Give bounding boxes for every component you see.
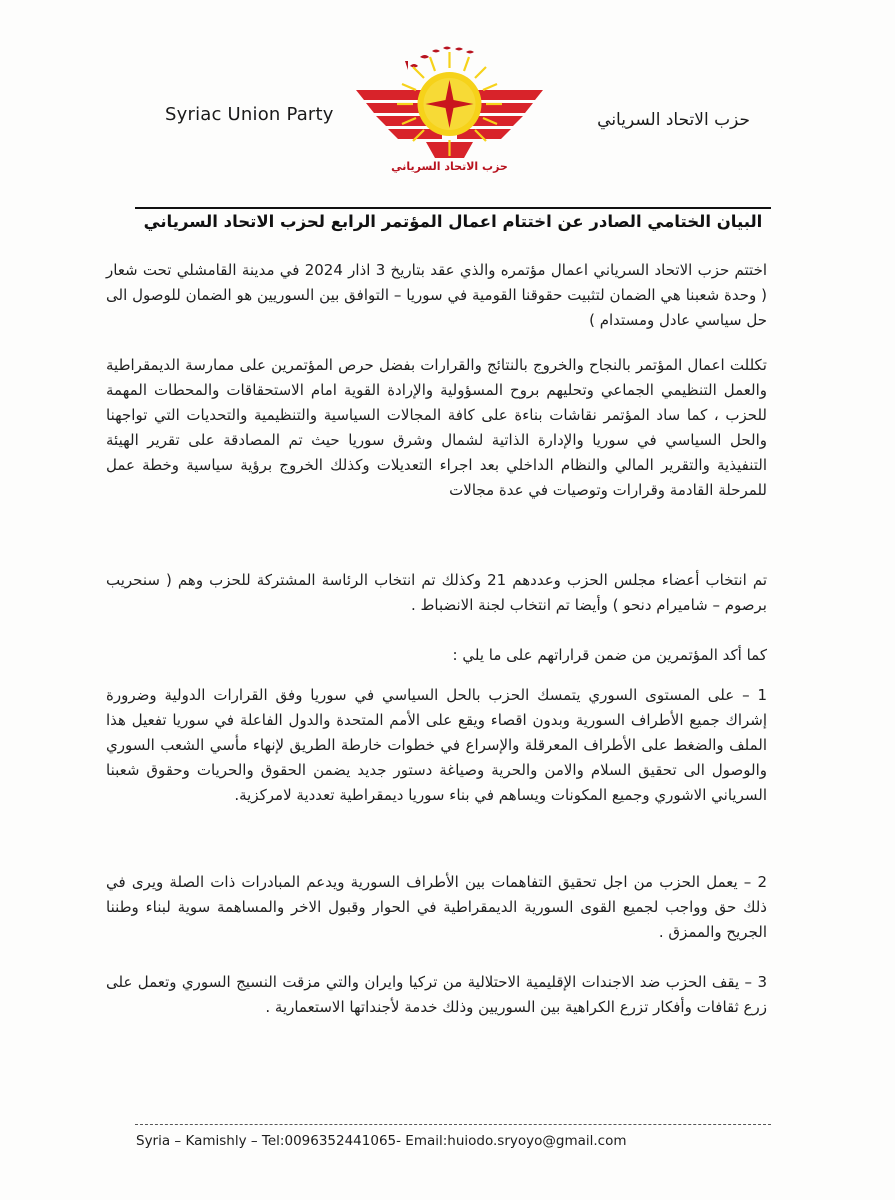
document-title: البيان الختامي الصادر عن اختتام اعمال المؤتمر الرابع لحزب الاتحاد السرياني [143,212,763,231]
party-name-arabic: حزب الاتحاد السرياني [597,110,750,130]
paragraph-opening: اختتم حزب الاتحاد السرياني اعمال مؤتمره والذي عقد بتاريخ 3 اذار 2024 في مدينة القامشلي تحت شعار ( وحدة شعبنا هي الضمان لتثبيت حقوقنا القومية في سوريا – التوافق بين السوريين هو الضمان للوصول الى حل سياسي عادل ومستدام ) [106,261,768,329]
footer-divider [135,1124,771,1125]
resolution-item-2: 2 – يعمل الحزب من اجل تحقيق التفاهمات بين الأطراف السورية ويدعم المبادرات ذات الصلة ويرى في ذلك حق وواجب لجميع القوى السورية الديمقراطية في الحوار وقبول الاخر والمساهمة سوية لبناء وطننا الجريح والممزق . [106,873,767,941]
resolution-item-1: 1 – على المستوى السوري يتمسك الحزب بالحل السياسي في سوريا وفق القرارات الدولية وضرورة إشراك جميع الأطراف السورية وبدون اقصاء ويقع على الأمم المتحدة والدول الفاعلة في سوريا تفعيل هذا الملف والضغط على الأطراف المعرقلة والإسراع في خطوات خارطة الطريق لإنهاء مأسي الشعب السوري والوصول الى تحقيق السلام والامن والحرية وصياغة دستور جديد يضمن الحقوق والحريات وحقوق شعبنا السرياني الاشوري وجميع المكونات ويساهم في بناء سوريا ديمقراطية تعددية لامركزية. [106,686,767,804]
paragraph-proceedings: تكللت اعمال المؤتمر بالنجاح والخروج بالنتائج والقرارات بفضل حرص المؤتمرين على ممارسة الديمقراطية والعمل التنظيمي الجماعي وتحليهم بروح المسؤولية والإرادة القوية امام الاستحقاقات والمحطات المهمة للحزب ، كما ساد المؤتمر نقاشات بناءة على كافة المجالات السياسية والتنظيمية والتحديات التي تواجهنا والحل السياسي في سوريا والإدارة الذاتية لشمال وشرق سوريا حيث تم المصادقة على تقرير الهيئة التنفيذية والتقرير المالي والنظام الداخلي بعد اجراء التعديلات وكذلك الخروج برؤية سياسية وخطة عمل للمرحلة القادمة وقرارات وتوصيات في عدة مجالات [106,356,767,499]
header-divider [135,207,771,209]
party-name-english: Syriac Union Party [165,104,334,125]
resolution-item-3: 3 – يقف الحزب ضد الاجندات الإقليمية الاحتلالية من تركيا وايران والتي مزقت النسيج السوري وتعمل على زرع ثقافات وأفكار تزرع الكراهية بين السوريين وذلك خدمة لأجنداتها الاستعمارية . [106,973,767,1016]
letterhead [0,0,895,205]
emblem-caption: حزب الاتحاد السرياني [391,160,508,173]
paragraph-resolutions-intro: كما أكد المؤتمرين من ضمن قراراتهم على ما يلي : [452,646,767,664]
paragraph-elections: تم انتخاب أعضاء مجلس الحزب وعددهم 21 وكذلك تم انتخاب الرئاسة المشتركة للحزب وهم ( سنحريب برصوم – شاميرام دنحو ) وأيضا تم انتخاب لجنة الانضباط . [106,571,767,614]
footer-contact: Syria – Kamishly – Tel:0096352441065- Email:huiodo.sryoyo@gmail.com [136,1133,627,1149]
syriac-script-arc [405,47,474,71]
